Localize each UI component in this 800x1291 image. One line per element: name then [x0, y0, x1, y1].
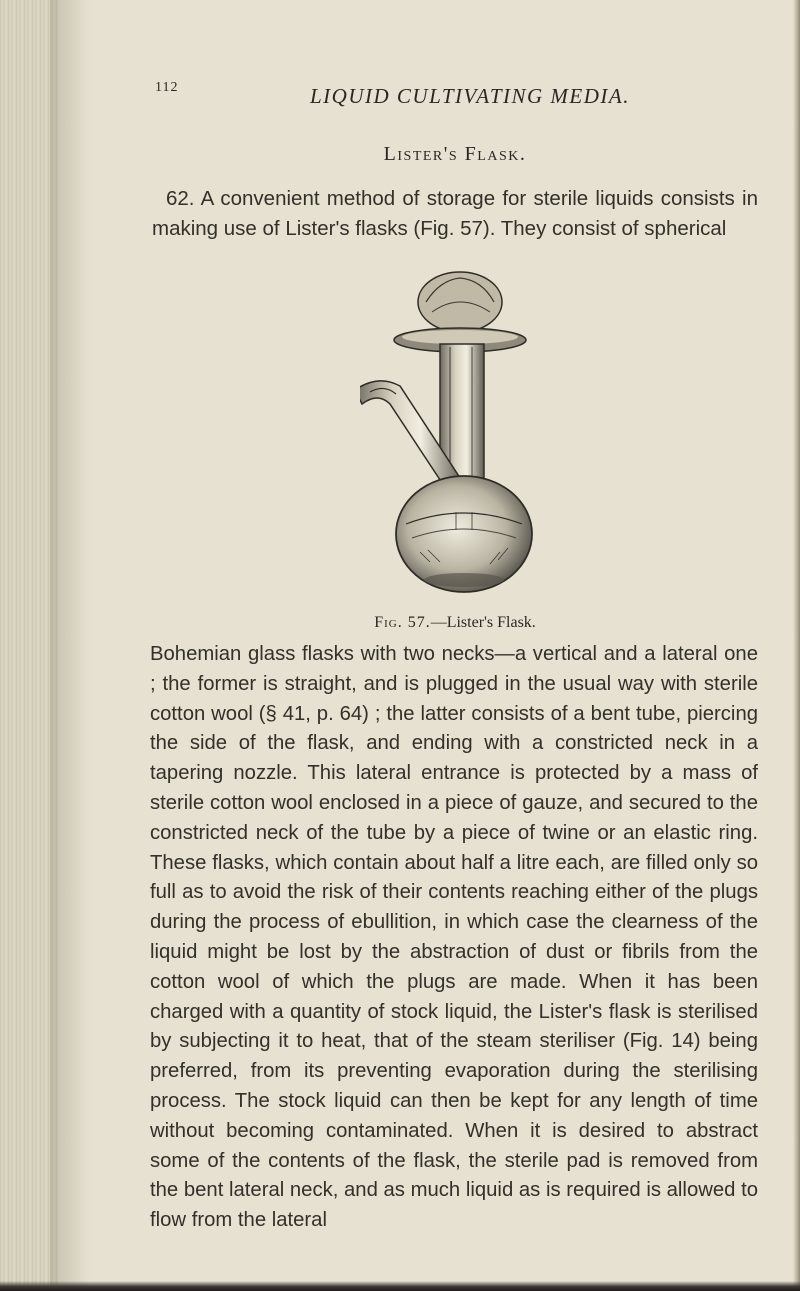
main-paragraph: Bohemian glass flasks with two necks—a vertical and a lateral one ; the former is straight, and is plugged in the usual way with sterile cotton wool (§ 41, p. 64) ; the latter consists of a bent tube, piercing the side of the flask, and ending with a constricted neck in a tapering nozzle. This lateral entrance is protected by a mass of sterile cotton wool enclosed in a piece of gauze, and secured to the constricted neck of the tube by a piece of twine or an elastic ring. These flasks, which contain about half a litre each, are filled only so full as to avoid the risk of their contents reaching either of the plugs during the process of ebullition, in which case the clearness of the liquid might be lost by the abstraction of dust or fibrils from the cotton wool of which the plugs are made. When it has been charged with a quantity of stock liquid, the Lister's flask is sterilised by subjecting it to heat, that of the steam steriliser (Fig. 14) being preferred, from its preventing evaporation during the sterilising process. The stock liquid can then be kept for any length of time without becoming contaminated. When it is desired to abstract some of the contents of the flask, the sterile pad is removed from the bent lateral neck, and as much liquid as is required is allowed to flow from the lateral — [150, 643, 758, 1232]
intro-paragraph: 62. A convenient method of storage for sterile liquids consists in making use of Lister's flasks (Fig. 57). They consist of spherical — [152, 187, 758, 240]
figure-label: Fig. 57. — [374, 614, 431, 631]
page-right-edge — [793, 0, 800, 1291]
page-bottom-edge — [0, 1281, 800, 1291]
figure-caption — [150, 614, 760, 632]
figure-caption-text: —Lister's Flask. — [430, 614, 536, 631]
gutter-shadow — [50, 0, 90, 1291]
lister-flask-illustration — [360, 262, 600, 602]
section-title: Lister's Flask. — [383, 143, 527, 165]
running-header — [150, 82, 750, 112]
page-number: 112 — [155, 80, 179, 95]
running-title: LIQUID CULTIVATING MEDIA. — [310, 84, 630, 108]
